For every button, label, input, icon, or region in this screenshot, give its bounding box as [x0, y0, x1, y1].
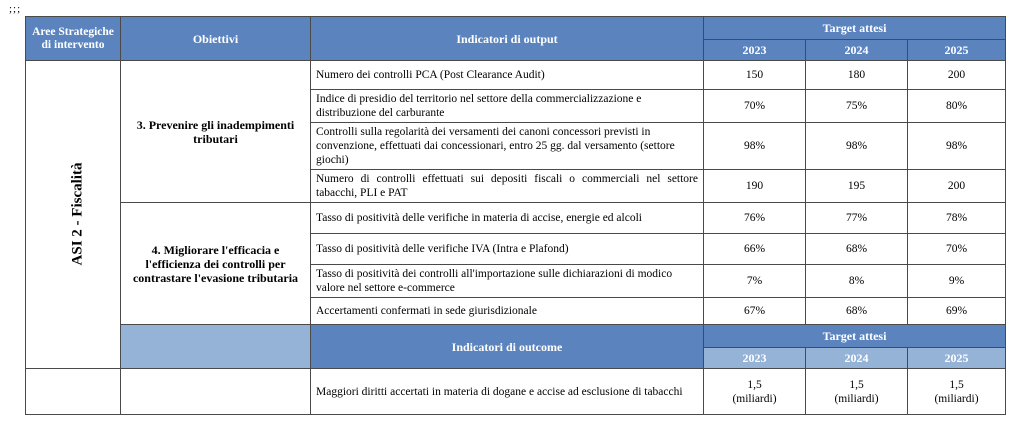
table-row: [26, 369, 1006, 415]
value-2023: 67%: [704, 298, 806, 325]
header-output-indicators: Indicatori di output: [311, 17, 704, 61]
value-2024: 180: [806, 61, 908, 90]
targets-table: [25, 16, 1006, 415]
header-year-2024: 2024: [806, 40, 908, 61]
outcome-indicator: Maggiori diritti accertati in materia di dogane e accise ad esclusione di tabacchi: [311, 369, 704, 415]
page-marks: ;;;: [9, 3, 22, 15]
outcome-value-2024: [806, 369, 908, 415]
value-2025: 78%: [908, 203, 1006, 234]
table-row: [26, 203, 1006, 234]
value-2023: 7%: [704, 265, 806, 298]
output-indicator: Accertamenti confermati in sede giurisdizionale: [311, 298, 704, 325]
value-2025: 69%: [908, 298, 1006, 325]
output-indicator: Tasso di positività delle verifiche in materia di accise, energie ed alcoli: [311, 203, 704, 234]
value-2023: 98%: [704, 123, 806, 170]
output-indicator: Indice di presidio del territorio nel settore della commercializzazione e distribuzione del carburante: [311, 90, 704, 123]
value-2025: 80%: [908, 90, 1006, 123]
outcome-amount: 1,5: [849, 378, 864, 391]
value-2024: 68%: [806, 234, 908, 265]
outcome-unit: (miliardi): [732, 392, 777, 405]
outcome-amount: 1,5: [747, 378, 762, 391]
value-2023: 66%: [704, 234, 806, 265]
header-objectives: Obiettivi: [121, 17, 311, 61]
value-2023: 190: [704, 170, 806, 203]
output-indicator: Controlli sulla regolarità dei versamenti dei canoni concessori previsti in convenzione, effettuati dai concessionari, entro 25 gg. dal versamento (settore giochi): [311, 123, 704, 170]
value-2025: 98%: [908, 123, 1006, 170]
outcome-year-2023: 2023: [704, 348, 806, 369]
value-2024: 75%: [806, 90, 908, 123]
header-outcome-indicators: Indicatori di outcome: [311, 325, 704, 369]
strategic-area-cell: [26, 61, 121, 369]
output-indicator: Tasso di positività dei controlli all'importazione sulle dichiarazioni di modico valore nel settore e-commerce: [311, 265, 704, 298]
output-indicator: Numero di controlli effettuati sui depositi fiscali o commerciali nel settore tabacchi, PLI e PAT: [311, 170, 704, 203]
value-2024: 98%: [806, 123, 908, 170]
header-year-2023: 2023: [704, 40, 806, 61]
value-2025: 200: [908, 170, 1006, 203]
outcome-area-blank: [26, 369, 121, 415]
outcome-objective-blank: [121, 325, 311, 369]
value-2024: 77%: [806, 203, 908, 234]
strategic-area-label: ASI 2 - Fiscalità: [69, 162, 86, 266]
outcome-year-2025: 2025: [908, 348, 1006, 369]
outcome-header-target: Target attesi: [704, 325, 1006, 348]
outcome-unit: (miliardi): [834, 392, 879, 405]
outcome-year-2024: 2024: [806, 348, 908, 369]
value-2023: 70%: [704, 90, 806, 123]
outcome-value-2025: [908, 369, 1006, 415]
value-2024: 8%: [806, 265, 908, 298]
objective-4: 4. Migliorare l'efficacia e l'efficienza dei controlli per contrastare l'evasione tributaria: [121, 203, 311, 325]
outcome-objective-empty: [121, 369, 311, 415]
table-row: [26, 61, 1006, 90]
value-2024: 195: [806, 170, 908, 203]
outcome-amount: 1,5: [949, 378, 964, 391]
header-area: Aree Strategiche di intervento: [26, 17, 121, 61]
output-indicator: Numero dei controlli PCA (Post Clearance Audit): [311, 61, 704, 90]
value-2025: 200: [908, 61, 1006, 90]
outcome-unit: (miliardi): [934, 392, 979, 405]
outcome-value-2023: [704, 369, 806, 415]
header-year-2025: 2025: [908, 40, 1006, 61]
header-target: Target attesi: [704, 17, 1006, 40]
value-2025: 70%: [908, 234, 1006, 265]
value-2024: 68%: [806, 298, 908, 325]
objective-3: 3. Prevenire gli inadempimenti tributari: [121, 61, 311, 203]
output-indicator: Tasso di positività delle verifiche IVA (Intra e Plafond): [311, 234, 704, 265]
value-2023: 150: [704, 61, 806, 90]
value-2025: 9%: [908, 265, 1006, 298]
value-2023: 76%: [704, 203, 806, 234]
